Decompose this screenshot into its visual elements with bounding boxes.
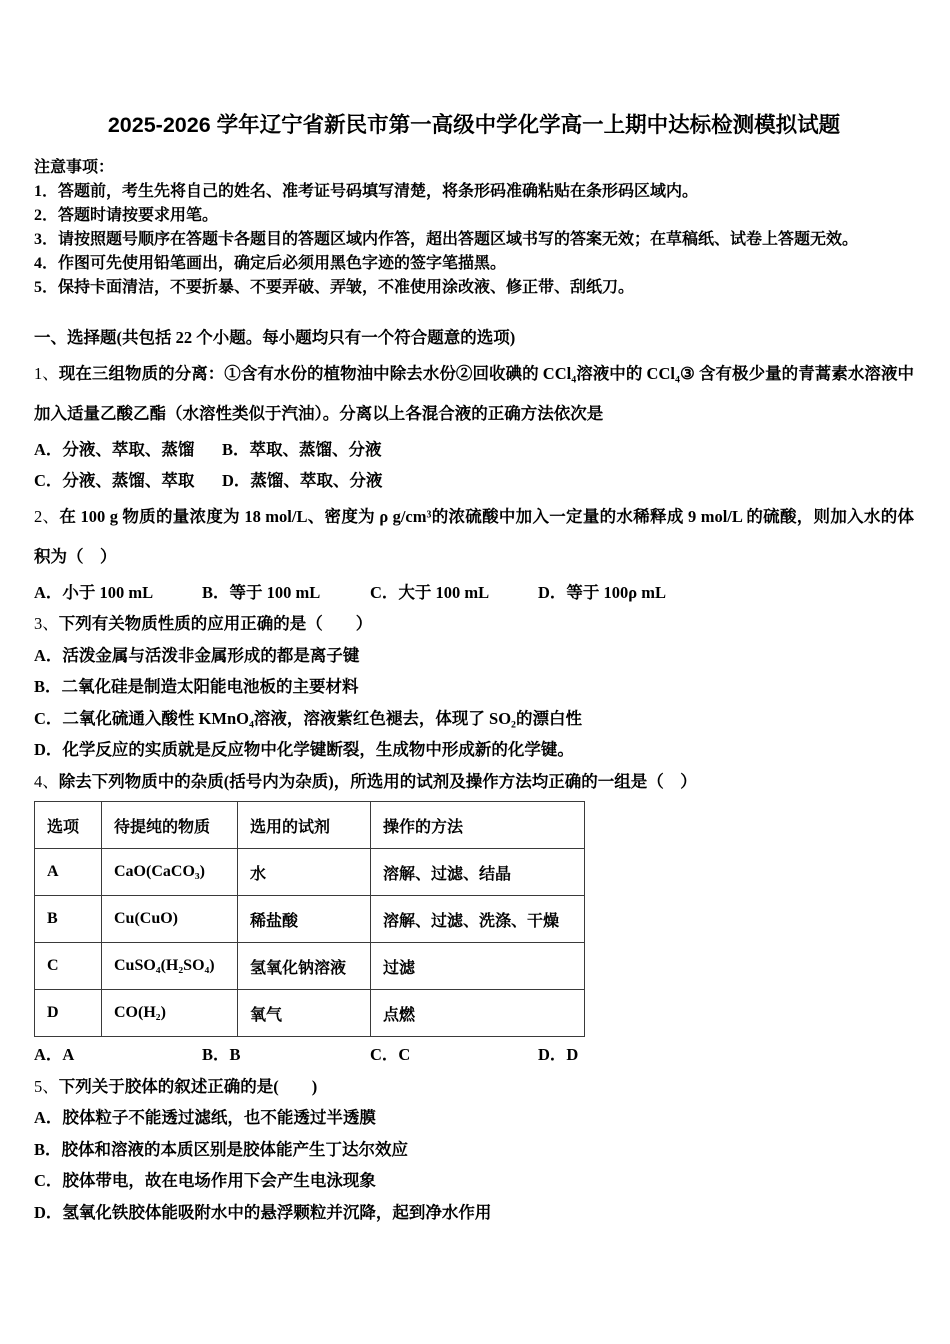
notice-item-3: 3．请按照题号顺序在答题卡各题目的答题区域内作答，超出答题区域书写的答案无效；在草稿纸、试卷上答题无效。 [34, 231, 859, 248]
table-row [35, 896, 585, 943]
question-5-option-b: B．胶体和溶液的本质区别是胶体能产生丁达尔效应 [34, 1139, 409, 1159]
question-4-option-c: C．C [370, 1045, 411, 1064]
table-cell: 稀盐酸 [238, 896, 371, 943]
question-1-stem [34, 354, 914, 434]
table-cell: B [35, 896, 102, 943]
question-2-option-c: C．大于 100 mL [370, 582, 490, 602]
question-2-option-a: A．小于 100 mL [34, 582, 154, 602]
notice-item-1: 1．答题前，考生先将自己的姓名、准考证号码填写清楚，将条形码准确粘贴在条形码区域内。 [34, 183, 699, 200]
question-3-option-c: C．二氧化硫通入酸性 KMnO₄溶液，溶液紫红色褪去，体现了 SO₂的漂白性 [34, 708, 582, 728]
question-1-option-a: A．分液、萃取、蒸馏 [34, 439, 195, 459]
section-heading: 一、选择题(共包括 22 个小题。每小题均只有一个符合题意的选项) [34, 328, 516, 347]
question-2-option-b: B．等于 100 mL [202, 582, 321, 602]
table-cell: 溶解、过滤、洗涤、干燥 [371, 896, 585, 943]
table-header-row [35, 802, 585, 849]
table-cell: CO(H₂) [102, 990, 238, 1037]
table-cell: 过滤 [371, 943, 585, 990]
table-cell: D [35, 990, 102, 1037]
table-cell: 点燃 [371, 990, 585, 1037]
question-5-text: 下列关于胶体的叙述正确的是( ) [58, 1076, 318, 1096]
question-1-number: 1、 [34, 363, 59, 383]
notice-item-5: 5．保持卡面清洁，不要折暴、不要弄破、弄皱，不准使用涂改液、修正带、刮纸刀。 [34, 279, 635, 296]
question-4-stem [34, 766, 914, 798]
question-3-text: 下列有关物质性质的应用正确的是（ ） [58, 614, 373, 633]
question-2-option-d: D．等于 100ρ mL [538, 582, 666, 602]
question-2-options [34, 577, 914, 609]
question-1-option-b: B．萃取、蒸馏、分液 [222, 439, 382, 459]
question-4-text: 除去下列物质中的杂质(括号内为杂质)，所选用的试剂及操作方法均正确的一组是（ ） [58, 771, 697, 791]
question-2-number: 2、 [34, 506, 60, 526]
table-cell: A [35, 849, 102, 896]
question-3-option-d: D．化学反应的实质就是反应物中化学键断裂，生成物中形成新的化学键。 [34, 740, 574, 759]
question-4-options [34, 1039, 914, 1071]
table-header-substance: 待提纯的物质 [102, 802, 238, 849]
notice-heading: 注意事项： [34, 159, 115, 176]
table-cell: Cu(CuO) [102, 896, 238, 943]
question-5-number: 5、 [34, 1076, 59, 1096]
question-4-option-d: D．D [538, 1045, 579, 1064]
table-row [35, 943, 585, 990]
question-2-text: 在 100 g 物质的量浓度为 18 mol/L、密度为 ρ g/cm³的浓硫酸中加入一定量的水稀释成 9 mol/L 的硫酸，则加入水的体积为（ ） [34, 506, 915, 566]
question-3-number: 3、 [34, 614, 59, 633]
question-1-option-c: C．分液、蒸馏、萃取 [34, 471, 195, 490]
question-1-options-row-1 [34, 434, 914, 466]
table-cell: 溶解、过滤、结晶 [371, 849, 585, 896]
table-cell: C [35, 943, 102, 990]
question-4-option-b: B．B [202, 1045, 241, 1064]
notice-item-4: 4．作图可先使用铅笔画出，确定后必须用黑色字迹的签字笔描黑。 [34, 255, 507, 272]
table-header-option: 选项 [35, 802, 102, 849]
question-5-option-d: D．氢氧化铁胶体能吸附水中的悬浮颗粒并沉降，起到净水作用 [34, 1202, 492, 1222]
exam-title: 2025-2026 学年辽宁省新民市第一高级中学化学高一上期中达标检测模拟试题 [107, 113, 841, 137]
table-cell: 氢氧化钠溶液 [238, 943, 371, 990]
question-5-stem [34, 1071, 914, 1103]
question-1-option-d: D．蒸馏、萃取、分液 [222, 471, 383, 490]
question-1-text: 现在三组物质的分离：①含有水份的植物油中除去水份②回收碘的 CCl₄溶液中的 CCl₄③ 含有极少量的青蒿素水溶液中加入适量乙酸乙酯（水溶性类似于汽油）。分离以上各混合液的正确方法依次是 [34, 363, 914, 423]
table-row [35, 990, 585, 1037]
table-cell: CuSO₄(H₂SO₄) [102, 943, 238, 990]
question-5-option-a: A．胶体粒子不能透过滤纸，也不能透过半透膜 [34, 1108, 376, 1127]
table-row [35, 849, 585, 896]
question-1-options-row-2 [34, 465, 914, 497]
question-3-option-b: B．二氧化硅是制造太阳能电池板的主要材料 [34, 677, 359, 696]
notice-item-2: 2．答题时请按要求用笔。 [34, 207, 219, 224]
question-4-number: 4、 [34, 771, 59, 791]
question-2-stem [34, 497, 914, 577]
table-header-reagent: 选用的试剂 [238, 802, 371, 849]
question-4-option-a: A．A [34, 1045, 75, 1064]
table-header-method: 操作的方法 [371, 802, 585, 849]
table-cell: 水 [238, 849, 371, 896]
question-5-option-c: C．胶体带电，故在电场作用下会产生电泳现象 [34, 1171, 376, 1190]
table-cell: CaO(CaCO₃) [102, 849, 238, 896]
question-3-option-a: A．活泼金属与活泼非金属形成的都是离子键 [34, 645, 360, 665]
purification-table [34, 801, 585, 1037]
question-3-stem [34, 608, 914, 640]
table-cell: 氧气 [238, 990, 371, 1037]
